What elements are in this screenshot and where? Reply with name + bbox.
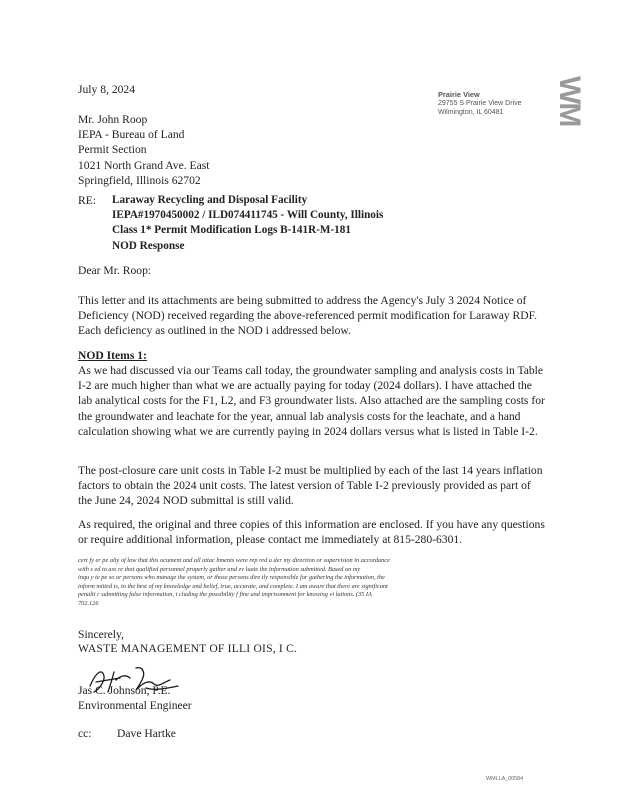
recipient-address xyxy=(78,112,209,188)
re-line: Laraway Recycling and Disposal Facility xyxy=(112,194,308,206)
recipient-line: IEPA - Bureau of Land xyxy=(78,128,185,142)
re-line: Class 1* Permit Modification Logs B-141R-M-181 xyxy=(112,224,351,237)
recipient-line: Mr. John Roop xyxy=(78,113,148,126)
site-address-line-1: 29755 S Prairie View Drive xyxy=(438,100,522,108)
nod-item-paragraph: The post-closure care unit costs in Table I-2 must be multiplied by each of the last 14 years inflation factors to obtain the 2024 unit costs. The latest version of Table I-2 previously provided as part of the June 24, 2024 NOD submittal is still valid. xyxy=(78,464,543,508)
site-address-line-2: Wilmington, IL 60481 xyxy=(438,109,504,117)
letter-date: July 8, 2024 xyxy=(78,83,136,96)
site-name: Prairie View xyxy=(438,90,480,99)
nod-item-paragraph: As we had discussed via our Teams call today, the groundwater sampling and analysis costs in Table I-2 are much higher than what we are actually paying for today (2024 dollars). I have attached the lab analytical costs for the F1, L2, and F3 groundwater lists. Also attached are the sampling costs for the groundwater and leachate for the year, annual lab analysis costs for the leachate, and a hand calculation showing what we are currently paying in 2024 dollars versus what is listed in Table I-2. xyxy=(78,364,545,438)
recipient-line: Springfield, Illinois 62702 xyxy=(78,173,201,187)
wm-logo-icon xyxy=(553,74,586,180)
re-label: RE: xyxy=(78,194,97,207)
sincerely: Sincerely, xyxy=(78,628,124,641)
nod-heading: NOD Items 1: xyxy=(78,349,147,362)
signer-title: Environmental Engineer xyxy=(78,699,192,713)
cc-name: Dave Hartke xyxy=(117,727,176,740)
intro-paragraph: This letter and its attachments are being submitted to address the Agency's July 3 2024 Notice of Deficiency (NOD) received regarding the above-referenced permit modification for Laraway RDF. Each deficiency as outlined in the NOD i addressed below. xyxy=(78,294,538,338)
certification-statement xyxy=(78,557,390,609)
re-subject xyxy=(112,193,383,254)
letterhead-address xyxy=(438,90,522,118)
recipient-line: 1021 North Grand Ave. East xyxy=(78,158,210,172)
signer-block xyxy=(78,683,192,713)
cc-label: cc: xyxy=(78,727,92,740)
wm-logo-text: WM xyxy=(553,76,586,126)
signer-name: Jas C. Johnson, P.E. xyxy=(78,684,171,697)
company-name: WASTE MANAGEMENT OF ILLI OIS, I C. xyxy=(78,642,298,655)
salutation: Dear Mr. Roop: xyxy=(78,264,152,277)
certification-line: penalti r submitting false information, i cluding the possibility f fine and imprisonment for knowing vi lations. (35 IA xyxy=(78,591,372,599)
recipient-line: Permit Section xyxy=(78,143,147,157)
certification-line: 702.126 xyxy=(78,599,99,607)
closing-paragraph: As required, the original and three copies of this information are enclosed. If you have any questions or require additional information, please contact me immediately at 815-280-6301. xyxy=(78,518,545,547)
certification-line: inform mitted is, to the best of my knowledge and belief, true, accurate, and complete. I am aware that there are significant xyxy=(78,582,388,590)
certification-line: with s ed to ass re that qualified personnel properly gather and ev luate the information submitted. Based on my xyxy=(78,565,361,573)
certification-line: inqu y te pe so or persons who manage the system, or those persons dire tly responsible for gathering the information, the xyxy=(78,574,385,582)
re-line: NOD Response xyxy=(112,239,185,252)
certification-line: cert fy er pe alty of law that this ocument and all attac hments were rep red u der my direction or supervision in accordance xyxy=(78,557,390,564)
re-line: IEPA#1970450002 / ILD074411745 - Will County, Illinois xyxy=(112,209,384,222)
document-control-number: WMLLA_00584 xyxy=(486,776,524,782)
